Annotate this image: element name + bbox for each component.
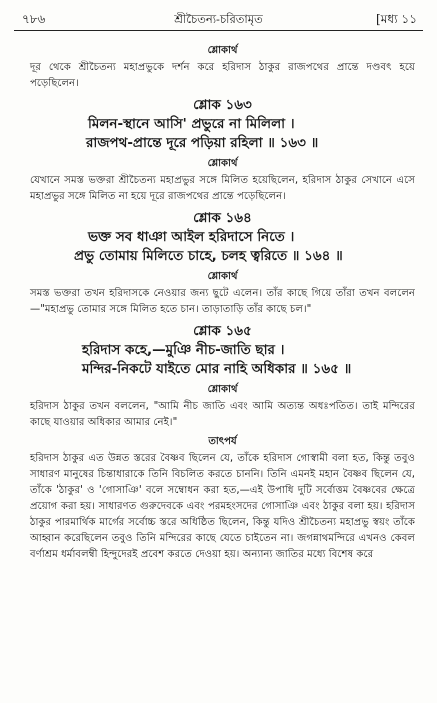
translation-text: যেখানে সমস্ত ভক্তরা শ্রীচৈতন্য মহাপ্রভুর সঙ্গে মিলিত হয়েছিলেন, হরিদাস ঠাকুর সেখানে এসে মহাপ্রভুর সঙ্গে মিলিত না হয়ে দূরে রাজপথের প্রান্তে পড়েছিলেন। bbox=[30, 175, 415, 202]
translation-heading: শ্লোকার্থ bbox=[207, 384, 238, 395]
verse-line: রাজপথ-প্রান্তে দূরে পড়িয়া রহিলা ॥ ১৬৩ ॥ bbox=[86, 135, 319, 151]
translation-heading: শ্লোকার্থ bbox=[207, 271, 238, 282]
verse-line: মিলন-স্থানে আসি' প্রভুরে না মিলিলা । bbox=[88, 116, 295, 132]
purport-text: হরিদাস ঠাকুর এত উন্নত স্তরের বৈষ্ণব ছিলেন যে, তাঁকে হরিদাস গোস্বামী বলা হত, কিন্তু তবুও সাধারণ মানুষের চিন্তাধারাকে তিনি বিচলিত করতে চাননি। তিনি এমনই মহান বৈষ্ণব ছিলেন যে, তাঁকে 'ঠাকুর' ও 'গোসাঞি' বলে সম্বোধন করা হত,—এই উপাধি দুটি সর্বোত্তম বৈষ্ণবের ক্ষেত্রে প্রয়োগ করা হয়। সাধারণত গুরুদেবকে এবং পরমহংসদের গোসাঞি এবং ঠাকুর বলা হয়। হরিদাস ঠাকুর পারমার্থিক মার্গের সর্বোচ্চ স্তরে অধিষ্ঠিত ছিলেন, কিন্তু যদিও শ্রীচৈতন্য মহাপ্রভু স্বয়ং তাঁকে আহ্বান করেছিলেন তবুও তিনি মন্দিরের কাছে যেতে চাইতেন না। জগন্নাথমন্দিরে এখনও কেবল বর্ণাশ্রম ধর্মাবলম্বী হিন্দুদেরই প্রবেশ করতে দেওয়া হয়। অন্যান্য জাতির মধ্যে বিশেষ করে bbox=[30, 453, 415, 560]
purport-heading: তাৎপর্য bbox=[208, 436, 237, 447]
verse-heading-165: শ্লোক ১৬৫ bbox=[193, 323, 252, 339]
translation-text: দূর থেকে শ্রীচৈতন্য মহাপ্রভুকে দর্শন করে হরিদাস ঠাকুর রাজপথের প্রান্তে দণ্ডবৎ হয়ে পড়েছিলেন। bbox=[30, 62, 415, 89]
page-content bbox=[30, 44, 415, 567]
verse-line: মন্দির-নিকটে যাইতে মোর নাহি অধিকার ॥ ১৬৫ ॥ bbox=[82, 361, 352, 377]
translation-text: হরিদাস ঠাকুর তখন বললেন, "আমি নীচ জাতি এবং আমি অত্যন্ত অধঃপতিত। তাই মন্দিরের কাছে যাওয়ার অধিকার আমার নেই।" bbox=[30, 401, 415, 428]
verse-line: ভক্ত সব ধাঞা আইল হরিদাসে নিতে । bbox=[88, 229, 295, 245]
page-number: ৭৮৬ bbox=[22, 12, 46, 26]
verse-heading-164: শ্লোক ১৬৪ bbox=[193, 210, 252, 226]
verse-line: প্রভু তোমায় মিলিতে চাহে, চলহ ত্বরিতে ॥ ১৬৪ ॥ bbox=[74, 248, 343, 264]
page-header bbox=[14, 8, 423, 31]
translation-heading: শ্লোকার্থ bbox=[207, 45, 238, 56]
running-title: শ্রীচৈতন্য-চরিতামৃত bbox=[174, 12, 263, 26]
translation-text: সমস্ত ভক্তরা তখন হরিদাসকে নেওয়ার জন্য ছুটে এলেন। তাঁর কাছে গিয়ে তাঁরা তখন বললেন—"মহাপ্রভু তোমার সঙ্গে মিলিত হতে চান। তাড়াতাড়ি তাঁর কাছে চল।" bbox=[30, 288, 415, 315]
chapter-label: [মধ্য ১১ bbox=[376, 12, 417, 26]
verse-line: হরিদাস কহে,—মুঞি নীচ-জাতি ছার । bbox=[82, 342, 285, 358]
verse-heading-163: শ্লোক ১৬৩ bbox=[193, 97, 252, 113]
translation-heading: শ্লোকার্থ bbox=[207, 158, 238, 169]
